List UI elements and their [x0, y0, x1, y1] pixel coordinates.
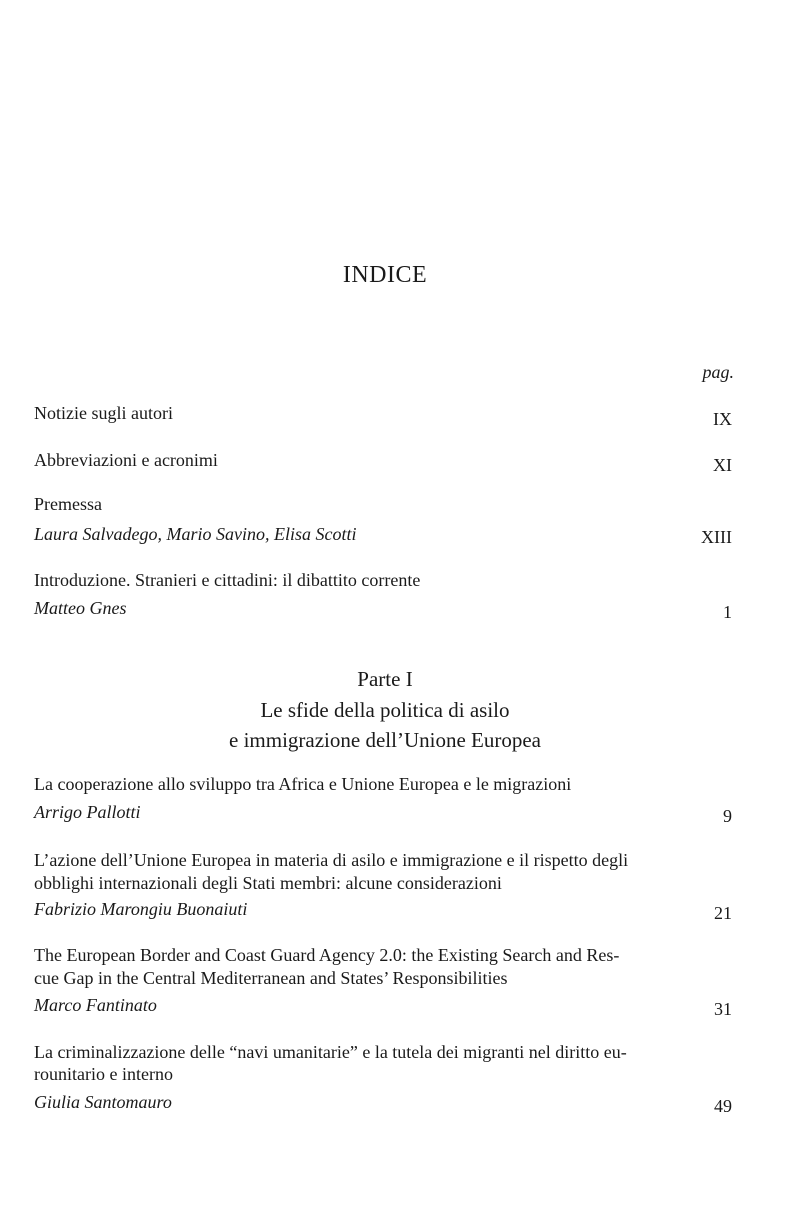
toc-entry-title-cont: cue Gap in the Central Mediterranean and States’ Responsibilities [34, 968, 508, 988]
toc-entry-title: La criminalizzazione delle “navi umanitarie” e la tutela dei migranti nel diritto eu- [34, 1042, 627, 1062]
toc-entry-title: L’azione dell’Unione Europea in materia di asilo e immigrazione e il rispetto degli [34, 850, 629, 870]
toc-entry-title-cont: rounitario e interno [34, 1064, 173, 1084]
toc-entry-title: The European Border and Coast Guard Agency 2.0: the Existing Search and Res- [34, 945, 620, 965]
toc-entry-page: 31 [714, 999, 732, 1019]
toc-entry-title: Introduzione. Stranieri e cittadini: il dibattito corrente [34, 570, 421, 590]
toc-entry-author: Matteo Gnes [34, 598, 127, 618]
toc-entry-page: 1 [723, 602, 732, 622]
toc-entry-title: La cooperazione allo sviluppo tra Africa e Unione Europea e le migrazioni [34, 774, 572, 794]
part-subtitle: Le sfide della politica di asilo [260, 698, 510, 722]
toc-entry-page: 9 [723, 806, 732, 826]
toc-entry-author: Marco Fantinato [34, 995, 157, 1015]
toc-entry-title: Abbreviazioni e acronimi [34, 450, 218, 470]
toc-entry-page: 21 [714, 903, 732, 923]
toc-entry-author: Fabrizio Marongiu Buonaiuti [34, 899, 248, 919]
toc-entry-page: XI [713, 455, 732, 475]
toc-entry-author: Giulia Santomauro [34, 1092, 172, 1112]
pag-label: pag. [702, 362, 734, 382]
page-title: INDICE [342, 262, 428, 288]
toc-entry-title: Notizie sugli autori [34, 403, 173, 423]
toc-entry-author: Laura Salvadego, Mario Savino, Elisa Scotti [34, 524, 357, 544]
toc-entry-title-cont: obblighi internazionali degli Stati membri: alcune considerazioni [34, 873, 502, 893]
part-label: Parte I [357, 667, 413, 691]
toc-entry-title: Premessa [34, 494, 102, 514]
toc-entry-author: Arrigo Pallotti [34, 802, 141, 822]
toc-entry-page: 49 [714, 1096, 732, 1116]
part-subtitle: e immigrazione dell’Unione Europea [229, 728, 541, 752]
toc-entry-page: XIII [701, 527, 732, 547]
toc-entry-page: IX [713, 409, 732, 429]
